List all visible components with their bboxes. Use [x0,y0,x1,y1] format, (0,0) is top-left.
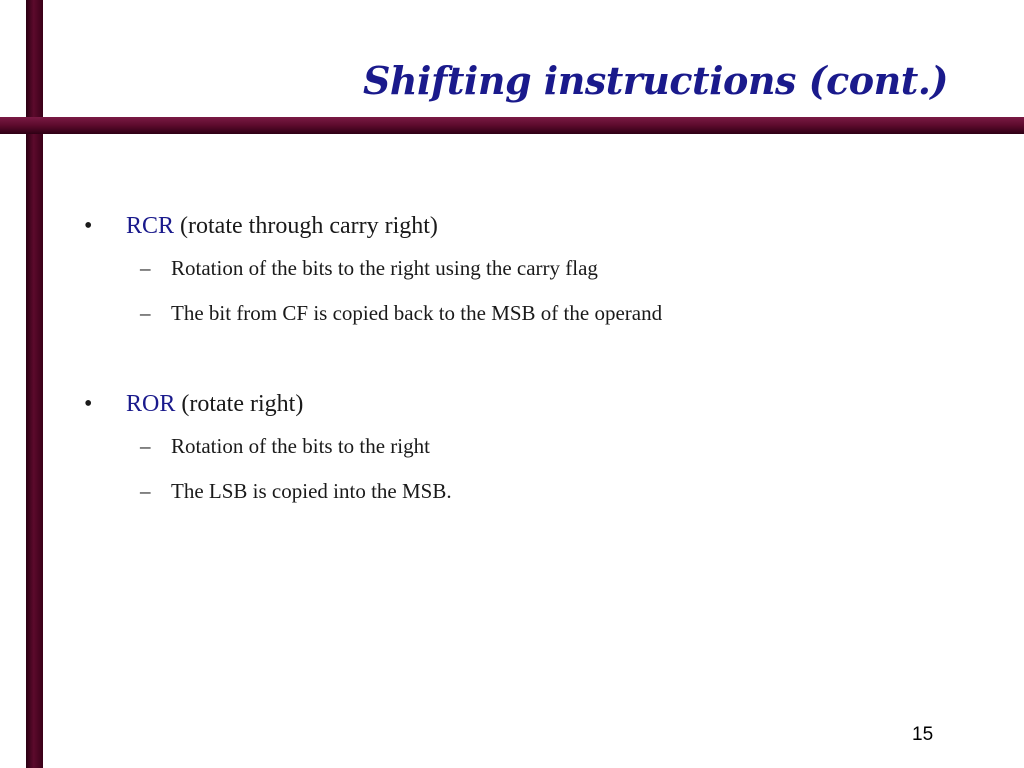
sub-item-text: Rotation of the bits to the right using the carry flag [171,256,598,280]
sub-item [140,424,984,469]
dash-marker: – [140,256,151,280]
bullet-marker: • [84,213,93,239]
page-number: 15 [912,724,934,745]
bullet-marker: • [84,391,93,417]
horizontal-frame-bar [0,117,1024,134]
instruction-keyword: ROR [126,391,176,417]
instruction-description: (rotate right) [181,391,304,417]
vertical-frame-bar [26,0,43,768]
instruction-keyword: RCR [126,213,175,239]
slide-content [84,206,984,514]
bullet-item [84,384,984,424]
sub-item-text: The bit from CF is copied back to the MSB of the operand [171,301,663,325]
dash-marker: – [140,479,151,503]
sub-item-text: Rotation of the bits to the right [171,434,430,458]
sub-item [140,291,984,336]
dash-marker: – [140,434,151,458]
bullet-group-ror [84,384,984,514]
instruction-description: (rotate through carry right) [180,213,438,239]
bullet-item [84,206,984,246]
bullet-group-rcr [84,206,984,336]
sub-item [140,469,984,514]
sub-item [140,246,984,291]
sub-item-text: The LSB is copied into the MSB. [171,479,452,503]
dash-marker: – [140,301,151,325]
slide-title: Shifting instructions (cont.) [362,58,948,103]
